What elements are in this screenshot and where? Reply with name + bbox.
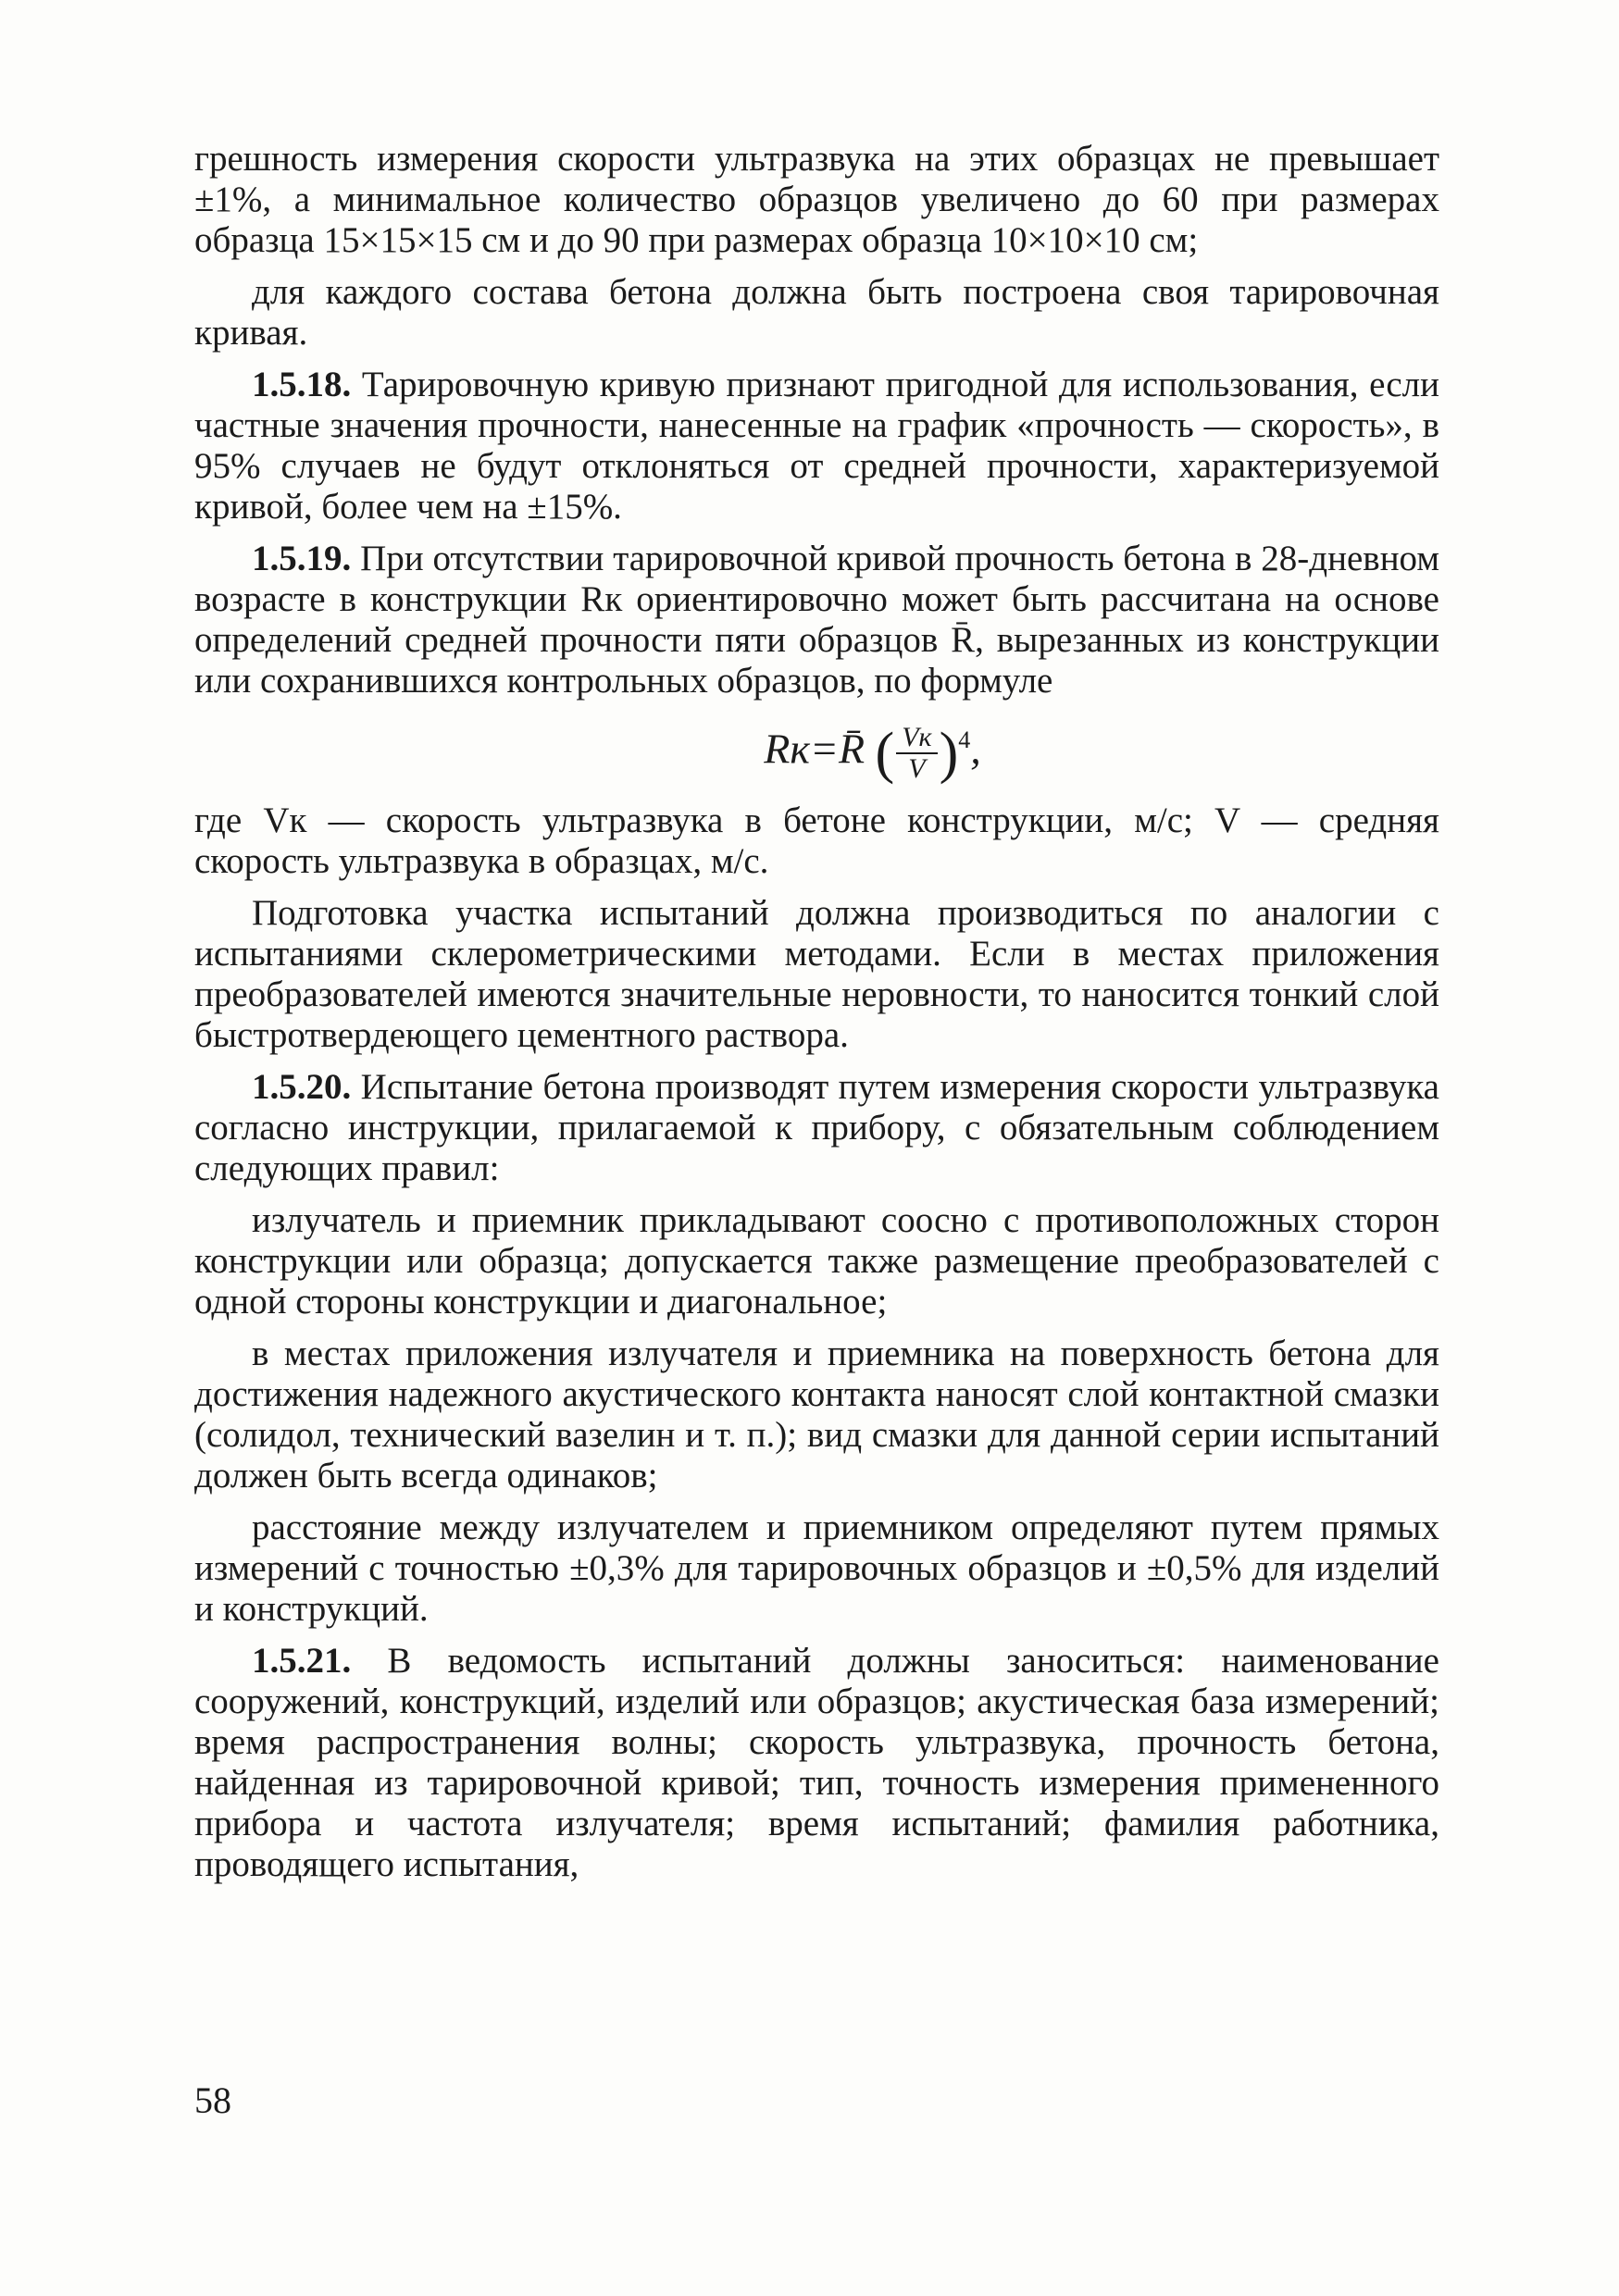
page-number: 58 (194, 2079, 231, 2121)
formula-rbar: R̄ (838, 725, 866, 773)
clause-number: 1.5.18. (252, 365, 352, 404)
paragraph-text: расстояние между излучателем и приемником определяют путем прямых измерений с точностью ±0,3% для тарировочных образцов и ±0,5% для изделий и конструкций. (194, 1507, 1439, 1629)
strength-formula (305, 713, 1439, 784)
formula-numerator: Vк (896, 723, 937, 754)
formula-lhs: Rк (764, 725, 810, 773)
paragraph-continuation (194, 139, 1439, 261)
clause-1-5-21 (194, 1641, 1439, 1885)
clause-number: 1.5.19. (252, 539, 352, 578)
clause-number: 1.5.20. (252, 1066, 352, 1107)
paragraph-text: для каждого состава бетона должна быть построена своя тарировочная кривая. (194, 272, 1439, 353)
rule-transducer-placement (194, 1200, 1439, 1322)
paragraph-text: излучатель и приемник прикладывают соосно с противоположных сторон конструкции или образца; допускается также размещение преобразователей с одной стороны конструкции и диагональное; (194, 1199, 1439, 1322)
formula-denominator: V (908, 752, 926, 784)
clause-1-5-19 (194, 539, 1439, 701)
paragraph-calibration-curve-note (194, 272, 1439, 354)
rule-distance-measurement (194, 1508, 1439, 1630)
formula-left-paren: ( (875, 721, 895, 785)
clause-text: В ведомость испытаний должны заноситься: наименование сооружений, конструкций, изделий или образцов; акустическая база измерений; время распространения волны; скорость ультразвука, прочность бетона, найденная из тарировочной кривой; тип, точность измерения примененного прибора и частота излучателя; время испытаний; фамилия работника, проводящего испытания, (194, 1640, 1439, 1884)
paragraph-test-area-preparation (194, 893, 1439, 1056)
clause-text: Испытание бетона производят путем измерения скорости ультразвука согласно инструкции, прилагаемой к прибору, с обязательным соблюдением следующих правил: (194, 1066, 1439, 1188)
paragraph-text: в местах приложения излучателя и приемника на поверхность бетона для достижения надежного акустического контакта наносят слой контактной смазки (солидол, технический вазелин и т. п.); вид смазки для данной серии испытаний должен быть всегда одинаков; (194, 1333, 1439, 1496)
clause-1-5-20 (194, 1067, 1439, 1189)
formula-fraction (896, 723, 937, 784)
formula-legend (194, 800, 1439, 882)
clause-text: При отсутствии тарировочной кривой прочность бетона в 28-дневном возрасте в конструкции Rк ориентировочно может быть рассчитана на основе определений средней прочности пяти образцов R̄, вырезанных из конструкции или сохранившихся контрольных образцов, по формуле (194, 539, 1439, 701)
formula-exponent: 4 (958, 726, 971, 753)
formula-right-paren: ) (939, 721, 959, 785)
clause-number: 1.5.21. (252, 1640, 352, 1681)
paragraph-text: грешность измерения скорости ультразвука на этих образцах не превышает ±1%, а минимальное количество образцов увеличено до 60 при размерах образца 15×15×15 см и до 90 при размерах образца 10×10×10 см; (194, 139, 1439, 260)
formula-equals: = (809, 725, 839, 773)
page-body (194, 139, 1439, 1896)
clause-1-5-18 (194, 365, 1439, 527)
paragraph-text: где Vк — скорость ультразвука в бетоне конструкции, м/с; V — средняя скорость ультразвука в образцах, м/с. (194, 800, 1439, 881)
clause-text: Тарировочную кривую признают пригодной для использования, если частные значения прочности, нанесенные на график «прочность — скорость», в 95% случаев не будут отклоняться от средней прочности, характеризуемой кривой, более чем на ±15%. (194, 365, 1439, 527)
formula-trailing: , (970, 725, 981, 773)
paragraph-text: Подготовка участка испытаний должна производиться по аналогии с испытаниями склерометрическими методами. Если в местах приложения преобразователей имеются значительные неровности, то наносится тонкий слой быстротвердеющего цементного раствора. (194, 892, 1439, 1055)
rule-contact-grease (194, 1334, 1439, 1496)
